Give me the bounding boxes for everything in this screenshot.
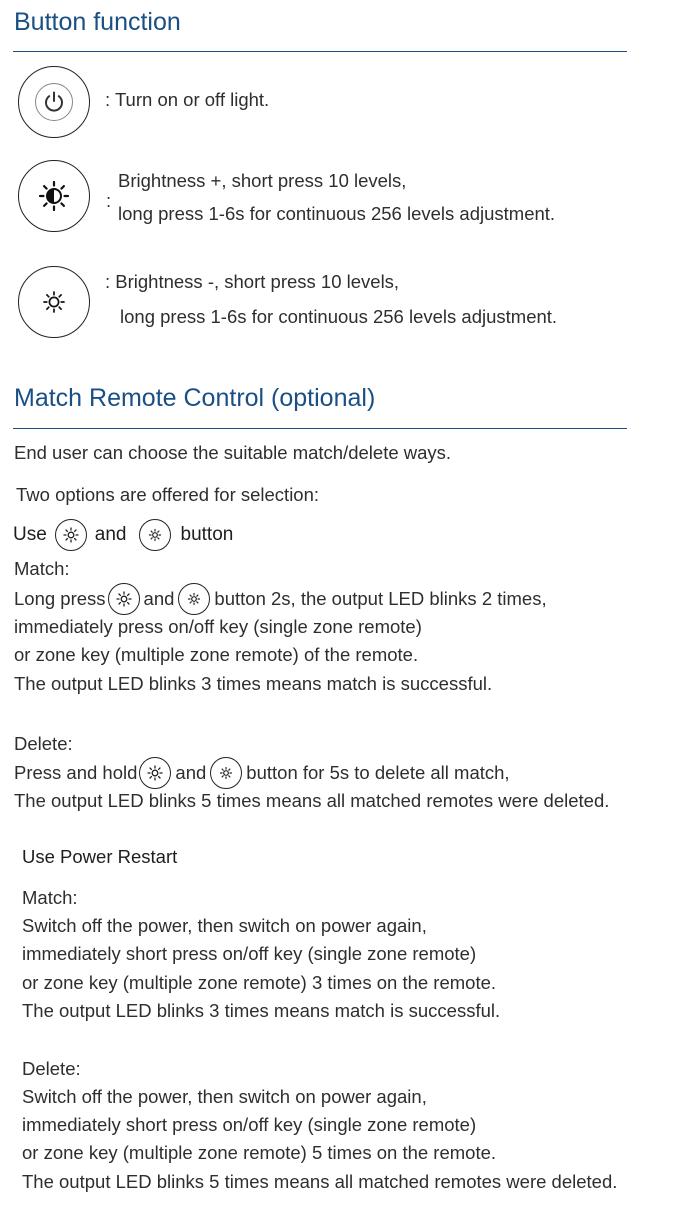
- power-icon-ring: [35, 83, 73, 121]
- power-icon: [42, 90, 66, 114]
- section-title-match-remote: Match Remote Control (optional): [14, 384, 376, 412]
- option2-delete-line-1: Switch off the power, then switch on power again,: [22, 1086, 427, 1107]
- option1-delete-title: Delete:: [14, 733, 73, 754]
- brightness-minus-line-1: : Brightness -, short press 10 levels,: [105, 271, 400, 292]
- and-label: and: [94, 524, 127, 545]
- press-hold-text: Press and hold: [14, 762, 138, 783]
- sun-icon: [146, 764, 164, 782]
- option1-delete-line-2: The output LED blinks 5 times means all matched remotes were deleted.: [14, 790, 610, 811]
- option1-match-line-4: The output LED blinks 3 times means match is successful.: [14, 673, 493, 694]
- option2-delete-line-4: The output LED blinks 5 times means all matched remotes were deleted.: [22, 1171, 618, 1192]
- option1-match-line-3: or zone key (multiple zone remote) of the remote.: [14, 644, 419, 665]
- brightness-plus-line-1: Brightness +, short press 10 levels,: [118, 170, 407, 191]
- press-hold-rest-text: button for 5s to delete all match,: [246, 762, 510, 783]
- option2-delete-title: Delete:: [22, 1058, 81, 1079]
- power-button-illustration: [18, 66, 90, 138]
- option2-delete-line-3: or zone key (multiple zone remote) 5 times on the remote.: [22, 1142, 497, 1163]
- option2-delete-line-2: immediately short press on/off key (single zone remote): [22, 1114, 477, 1135]
- and-text: and: [143, 588, 175, 609]
- brightness-minus-mini-button: [210, 757, 242, 789]
- option1-delete-line-1: [14, 756, 510, 790]
- brightness-plus-mini-button: [55, 519, 87, 551]
- brightness-plus-button-illustration: [18, 160, 90, 232]
- option2-match-line-3: or zone key (multiple zone remote) 3 times on the remote.: [22, 972, 497, 993]
- brightness-plus-mini-button: [139, 757, 171, 789]
- sun-icon: [37, 179, 71, 213]
- option1-match-line-2: immediately press on/off key (single zone remote): [14, 616, 422, 637]
- use-label: Use: [13, 524, 47, 545]
- match-options-text: Two options are offered for selection:: [16, 484, 320, 505]
- option2-match-line-1: Switch off the power, then switch on power again,: [22, 915, 427, 936]
- brightness-plus-colon: :: [106, 190, 112, 211]
- brightness-plus-line-2: long press 1-6s for continuous 256 levels adjustment.: [118, 203, 556, 224]
- match-intro-text: End user can choose the suitable match/delete ways.: [14, 442, 452, 463]
- sun-small-icon: [41, 289, 67, 315]
- option2-match-line-2: immediately short press on/off key (single zone remote): [22, 943, 477, 964]
- option1-heading: [13, 518, 233, 552]
- option1-match-line-1: [14, 582, 547, 616]
- option2-heading: Use Power Restart: [22, 846, 178, 867]
- long-press-text: Long press: [14, 588, 106, 609]
- and-text: and: [175, 762, 207, 783]
- section-divider: [13, 428, 627, 429]
- brightness-minus-line-2: long press 1-6s for continuous 256 levels adjustment.: [120, 306, 558, 327]
- option2-match-line-4: The output LED blinks 3 times means match is successful.: [22, 1000, 501, 1021]
- brightness-minus-mini-button: [178, 583, 210, 615]
- long-press-rest-text: button 2s, the output LED blinks 2 times,: [214, 588, 547, 609]
- sun-small-icon: [218, 765, 234, 781]
- brightness-minus-button-illustration: [18, 266, 90, 338]
- button-label: button: [180, 524, 234, 545]
- sun-small-icon: [147, 527, 163, 543]
- sun-small-icon: [186, 591, 202, 607]
- section-divider: [13, 51, 627, 52]
- power-button-description: : Turn on or off light.: [105, 89, 270, 110]
- option1-match-title: Match:: [14, 558, 70, 579]
- section-title-button-function: Button function: [14, 8, 181, 36]
- brightness-plus-mini-button: [108, 583, 140, 615]
- sun-icon: [62, 526, 80, 544]
- option2-match-title: Match:: [22, 887, 78, 908]
- sun-icon: [115, 590, 133, 608]
- brightness-minus-mini-button: [139, 519, 171, 551]
